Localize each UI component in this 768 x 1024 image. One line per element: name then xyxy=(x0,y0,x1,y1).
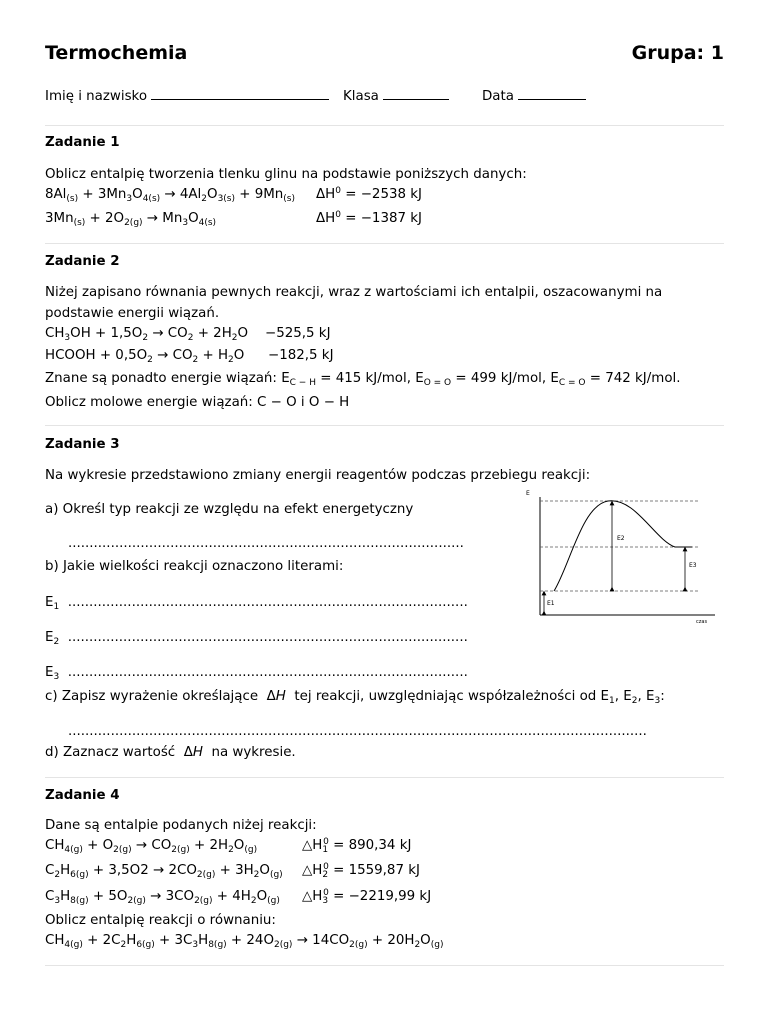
answer-line-a[interactable]: ............................................................................................. xyxy=(68,536,464,551)
name-field[interactable] xyxy=(45,87,329,104)
task2-heading: Zadanie 2 xyxy=(45,254,120,269)
name-blank[interactable] xyxy=(151,87,329,100)
name-label: Imię i nazwisko xyxy=(45,89,148,104)
divider xyxy=(45,425,724,426)
task1-reaction-2: $3Mn_{(s)} + 2O_{2(g)} \to Mn_3O_{4(s)}$ xyxy=(45,211,217,228)
y-axis-label: E xyxy=(526,490,530,497)
task2-intro-1: Niżej zapisano równania pewnych reakcji, wraz z wartościami ich entalpii, oszacowanymi na xyxy=(45,285,663,300)
x-axis-label: czas xyxy=(696,619,708,625)
task3-question-d: d) Zaznacz wartość ΔH na wykresie. xyxy=(45,745,296,760)
answer-row-e3[interactable]: $E_3$ .............................................................................................. xyxy=(45,665,468,682)
class-blank[interactable] xyxy=(383,87,449,100)
task2-value-1: −525,5 kJ xyxy=(265,326,331,341)
task4-reaction-1: $CH_{4(g)} + O_{2(g)} \to CO_{2(g)} + 2H_2O_{(g)}$ xyxy=(45,838,258,855)
task2-reaction-1: $CH_3OH + 1,5O_2 \to CO_2 + 2H_2O$ xyxy=(45,326,249,343)
group-label: Grupa: 1 xyxy=(631,42,724,64)
class-label: Klasa xyxy=(343,89,379,104)
task2-intro-2: podstawie energii wiązań. xyxy=(45,306,220,321)
answer-row-e1[interactable]: $E_1$ .............................................................................................. xyxy=(45,595,468,612)
date-field[interactable] xyxy=(482,87,586,104)
task3-intro: Na wykresie przedstawiono zmiany energii reagentów podczas przebiegu reakcji: xyxy=(45,468,591,483)
date-label: Data xyxy=(482,89,514,104)
answer-line-c[interactable]: ........................................................................................................................................ xyxy=(68,724,647,739)
e1-label: E1 xyxy=(547,600,555,607)
e3-label: E3 xyxy=(689,562,697,569)
task4-question: Oblicz entalpię reakcji o równaniu: xyxy=(45,913,276,928)
task2-question: Oblicz molowe energie wiązań: C − O i O − H xyxy=(45,395,350,410)
e2-label: E2 xyxy=(617,535,625,542)
task2-value-2: −182,5 kJ xyxy=(268,348,334,363)
task2-known-energies: Znane są ponadto energie wiązań: $E_{C - H} = 415$ kJ/mol, $E_{O = O} = 499$ kJ/mol, $E_{C = O} = 742$ kJ/mol. xyxy=(45,371,681,388)
task4-target-reaction: $CH_{4(g)} + 2C_2H_{6(g)} + 3C_3H_{8(g)} + 24O_{2(g)} \to 14CO_{2(g)} + 20H_2O_{(g)}$ xyxy=(45,933,444,950)
divider xyxy=(45,965,724,966)
task1-reaction-1: $8Al_{(s)} + 3Mn_3O_{4(s)} \to 4Al_2O_{3(s)} + 9Mn_{(s)}$ xyxy=(45,187,296,204)
date-blank[interactable] xyxy=(518,87,586,100)
task4-heading: Zadanie 4 xyxy=(45,788,120,803)
task4-reaction-3: $C_3H_{8(g)} + 5O_{2(g)} \to 3CO_{2(g)} + 4H_2O_{(g)}$ xyxy=(45,889,280,906)
task4-intro: Dane są entalpie podanych niżej reakcji: xyxy=(45,818,317,833)
energy-curve xyxy=(554,501,692,591)
divider xyxy=(45,777,724,778)
task2-reaction-2: HCOOH + $0,5O_2 \to CO_2 + H_2O$ xyxy=(45,348,245,365)
task4-enthalpy-3: $\triangle H_3^0 = -2219,99$ kJ xyxy=(302,888,432,906)
task1-heading: Zadanie 1 xyxy=(45,135,120,150)
answer-row-e2[interactable]: $E_2$ .............................................................................................. xyxy=(45,630,468,647)
task3-question-b: b) Jakie wielkości reakcji oznaczono literami: xyxy=(45,559,344,574)
task1-enthalpy-2: $\Delta H^0 = -1387$ kJ xyxy=(316,210,422,226)
energy-diagram xyxy=(520,485,725,630)
class-field[interactable] xyxy=(343,87,449,104)
divider xyxy=(45,125,724,126)
task4-reaction-2: $C_2H_{6(g)} + 3,5O2 \to 2CO_{2(g)} + 3H_2O_{(g)}$ xyxy=(45,863,283,880)
page-title: Termochemia xyxy=(45,42,188,64)
task4-enthalpy-2: $\triangle H_2^0 = 1559,87$ kJ xyxy=(302,862,420,880)
task3-heading: Zadanie 3 xyxy=(45,437,120,452)
task1-intro: Oblicz entalpię tworzenia tlenku glinu na podstawie poniższych danych: xyxy=(45,167,527,182)
task3-question-c: c) Zapisz wyrażenie określające ΔH tej reakcji, uwzględniając współzależności od $E_1$, $E_2$, $E_3$: xyxy=(45,689,665,706)
task3-question-a: a) Określ typ reakcji ze względu na efekt energetyczny xyxy=(45,502,414,517)
task4-enthalpy-1: $\triangle H_1^0 = 890,34$ kJ xyxy=(302,837,412,855)
task1-enthalpy-1: $\Delta H^0 = -2538$ kJ xyxy=(316,186,422,202)
divider xyxy=(45,243,724,244)
